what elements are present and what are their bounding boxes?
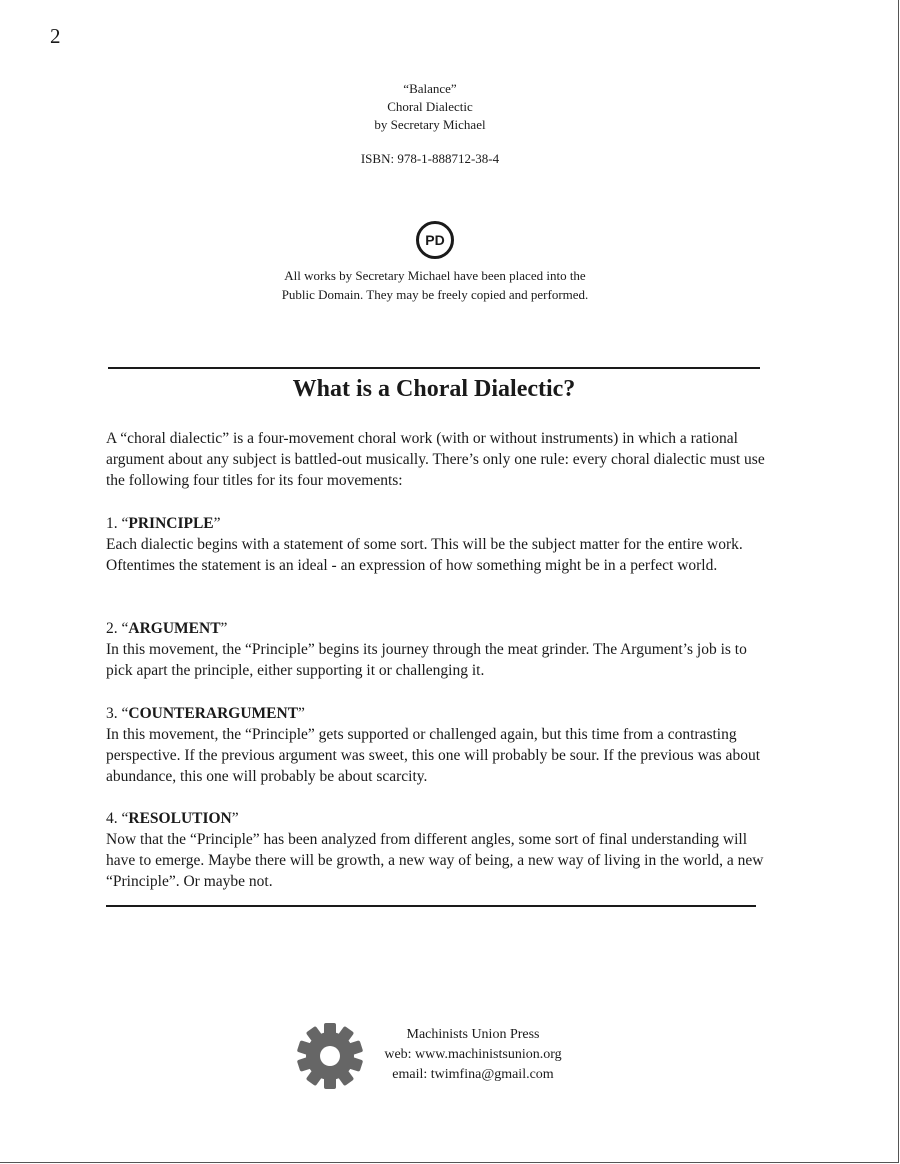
movement-close-quote: ”: [231, 810, 239, 827]
publisher-info: [368, 1025, 578, 1085]
publisher-email-link[interactable]: email: twimfina@gmail.com: [392, 1067, 554, 1082]
section-title: What is a Choral Dialectic?: [292, 376, 576, 402]
publisher-name: Machinists Union Press: [406, 1027, 540, 1042]
movement-close-quote: ”: [220, 620, 228, 637]
movement-name: PRINCIPLE: [128, 515, 214, 532]
gear-icon: [296, 1022, 364, 1090]
work-title: “Balance”: [403, 81, 457, 96]
movement-name: RESOLUTION: [128, 810, 232, 827]
public-domain-notice: [230, 266, 640, 304]
movement-principle: [106, 513, 770, 576]
public-domain-notice-line2: Public Domain. They may be freely copied and performed.: [281, 287, 589, 302]
work-subtitle: Choral Dialectic: [387, 99, 473, 114]
movement-argument: [106, 618, 770, 681]
public-domain-badge-text: PD: [425, 232, 445, 248]
movement-number: 1. “: [106, 515, 129, 532]
intro-paragraph: A “choral dialectic” is a four-movement choral work (with or without instruments) in which a rational argument about any subject is battled-out musically. There’s only one rule: every choral dialectic must use the following four titles for its four movements:: [106, 430, 765, 489]
page-number: 2: [50, 24, 61, 48]
divider-top: [108, 367, 760, 369]
work-header: [230, 80, 630, 134]
work-byline: by Secretary Michael: [374, 117, 486, 132]
movement-heading: [106, 703, 770, 724]
movement-heading: [106, 513, 770, 534]
movement-counterargument: [106, 703, 770, 787]
public-domain-icon: [415, 220, 455, 260]
movement-name: ARGUMENT: [128, 620, 221, 637]
movement-description: Each dialectic begins with a statement of some sort. This will be the subject matter for the entire work. Oftentimes the statement is an ideal - an expression of how something might be in a perfect world.: [106, 536, 743, 574]
isbn: ISBN: 978-1-888712-38-4: [360, 151, 500, 166]
movement-heading: [106, 808, 770, 829]
publisher-web-link[interactable]: web: www.machinistsunion.org: [384, 1047, 562, 1062]
public-domain-notice-line1: All works by Secretary Michael have been placed into the: [284, 268, 586, 283]
movement-description: In this movement, the “Principle” begins its journey through the meat grinder. The Argument’s job is to pick apart the principle, either supporting it or challenging it.: [106, 641, 747, 679]
movement-description: Now that the “Principle” has been analyzed from different angles, some sort of final understanding will have to emerge. Maybe there will be growth, a new way of being, a new way of living in the world, a new “Principle”. Or maybe not.: [106, 831, 764, 890]
movement-number: 2. “: [106, 620, 129, 637]
movement-number: 4. “: [106, 810, 129, 827]
movement-close-quote: ”: [298, 705, 305, 722]
movement-close-quote: ”: [213, 515, 221, 532]
movement-resolution: [106, 808, 770, 892]
movement-heading: [106, 618, 770, 639]
movement-name: COUNTERARGUMENT: [128, 705, 299, 722]
movement-number: 3. “: [106, 705, 129, 722]
movement-description: In this movement, the “Principle” gets supported or challenged again, but this time from a contrasting perspective. If the previous argument was sweet, this one will probably be sour. If the previous was about abundance, this one will probably be about scarcity.: [106, 726, 760, 785]
divider-bottom: [106, 905, 756, 907]
